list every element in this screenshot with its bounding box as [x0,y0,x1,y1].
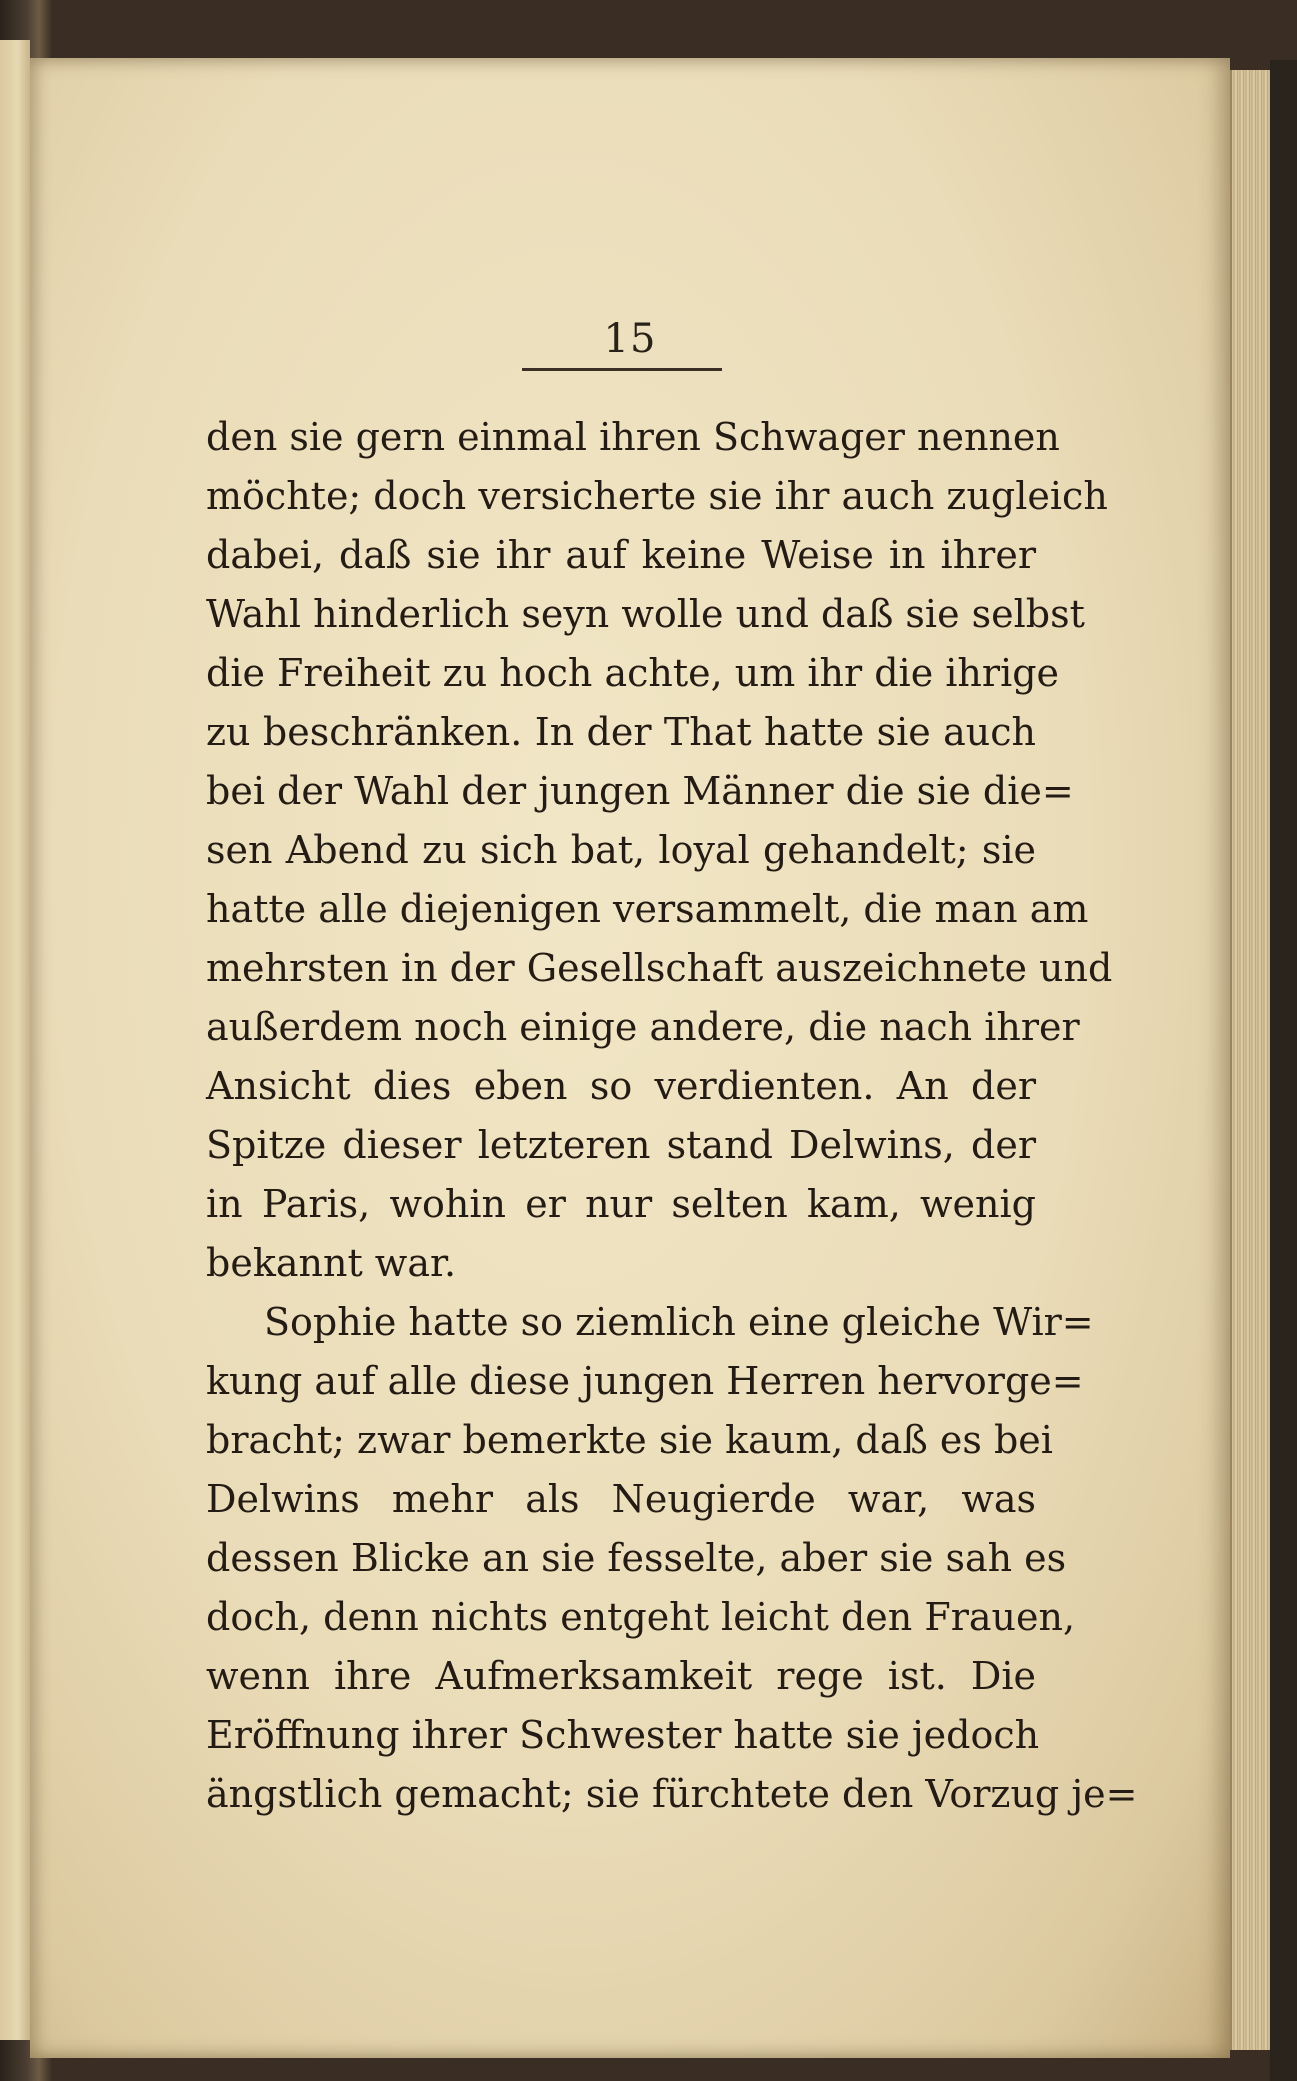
body-text [206,408,1138,1824]
text-line: die Freiheit zu hoch achte, um ihr die ihrige [206,651,1060,695]
text-line: Eröffnung ihrer Schwester hatte sie jedoch [206,1713,1040,1757]
text-line-paragraph-start: Sophie hatte so ziemlich eine gleiche Wir= [264,1300,1094,1344]
page-number-rule [522,368,722,371]
text-line: Spitze dieser letzteren stand Delwins, der [206,1123,1036,1167]
text-line: zu beschränken. In der That hatte sie auch [206,710,1036,754]
text-line: kung auf alle diese jungen Herren hervorge= [206,1359,1084,1403]
text-line: Wahl hinderlich seyn wolle und daß sie selbst [206,592,1085,636]
text-line: Ansicht dies eben so verdienten. An der [206,1064,1036,1108]
book-page [30,58,1230,2058]
text-line: Delwins mehr als Neugierde war, was [206,1477,1036,1521]
left-page-edge [0,40,30,2040]
text-line: möchte; doch versicherte sie ihr auch zugleich [206,474,1108,518]
text-line: bracht; zwar bemerkte sie kaum, daß es bei [206,1418,1053,1462]
text-line: sen Abend zu sich bat, loyal gehandelt; sie [206,828,1036,872]
text-line: doch, denn nichts entgeht leicht den Frauen, [206,1595,1076,1639]
text-line: in Paris, wohin er nur selten kam, wenig [206,1182,1036,1226]
text-line-paragraph-end: bekannt war. [206,1241,457,1285]
text-line: wenn ihre Aufmerksamkeit rege ist. Die [206,1654,1036,1698]
text-line: außerdem noch einige andere, die nach ihrer [206,1005,1080,1049]
book-cover-edge [1270,60,1297,2081]
text-line: dabei, daß sie ihr auf keine Weise in ihrer [206,533,1036,577]
page-number: 15 [603,316,657,362]
text-line: den sie gern einmal ihren Schwager nennen [206,415,1060,459]
text-line: ängstlich gemacht; sie fürchtete den Vorzug je= [206,1772,1138,1816]
text-line: mehrsten in der Gesellschaft auszeichnete und [206,946,1113,990]
page-stack-edges [1230,70,1272,2050]
text-line: dessen Blicke an sie fesselte, aber sie sah es [206,1536,1067,1580]
text-line: bei der Wahl der jungen Männer die sie die= [206,769,1074,813]
text-line: hatte alle diejenigen versammelt, die man am [206,887,1089,931]
